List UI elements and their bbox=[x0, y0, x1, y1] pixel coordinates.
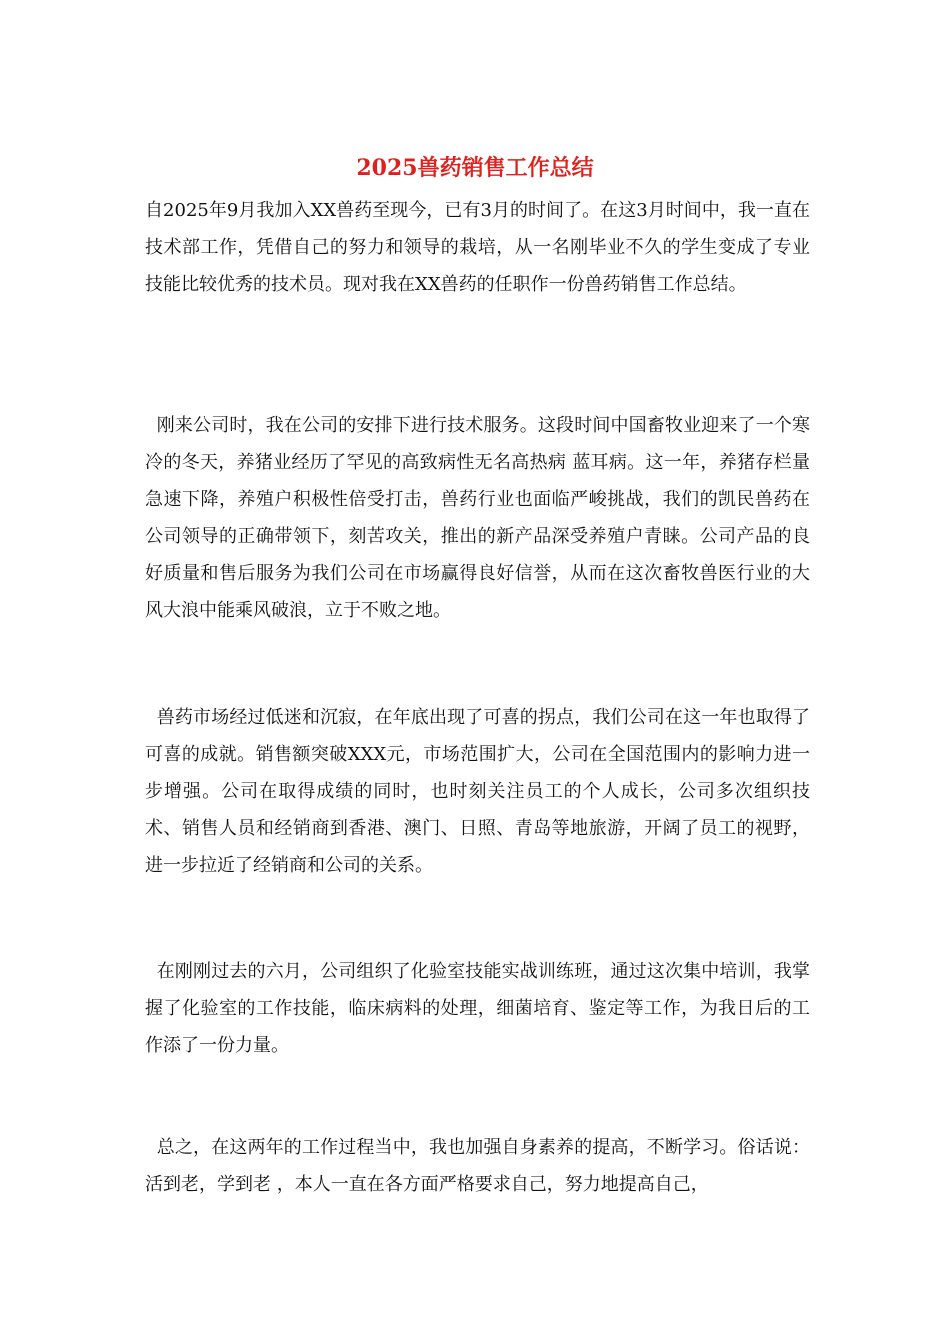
paragraph-market-achievements: 兽药市场经过低迷和沉寂，在年底出现了可喜的拐点，我们公司在这一年也取得了可喜的成就。销售额突破XXX元，市场范围扩大，公司在全国范围内的影响力进一步增强。公司在取得成绩的同时，也时刻关注员工的个人成长，公司多次组织技术、销售人员和经销商到香港、澳门、日照、青岛等地旅游，开阔了员工的视野，进一步拉近了经销商和公司的关系。 bbox=[145, 707, 810, 876]
paragraph-lab-training: 在刚刚过去的六月，公司组织了化验室技能实战训练班，通过这次集中培训，我掌握了化验室的工作技能，临床病料的处理，细菌培育、鉴定等工作，为我日后的工作添了一份力量。 bbox=[145, 961, 810, 1056]
document-title: 2025兽药销售工作总结 bbox=[356, 155, 594, 181]
paragraph-intro: 自2025年9月我加入XX兽药至现今，已有3月的时间了。在这3月时间中，我一直在技术部工作，凭借自己的努力和领导的栽培，从一名刚毕业不久的学生变成了专业技能比较优秀的技术员。现对我在XX兽药的任职作一份兽药销售工作总结。 bbox=[145, 200, 810, 295]
paragraph-company-service: 刚来公司时，我在公司的安排下进行技术服务。这段时间中国畜牧业迎来了一个寒冷的冬天，养猪业经历了罕见的高致病性无名高热病 蓝耳病。这一年，养猪存栏量急速下降，养殖户积极性倍受打击，兽药行业也面临严峻挑战，我们的凯民兽药在公司领导的正确带领下，刻苦攻关，推出的新产品深受养殖户青睐。公司产品的良好质量和售后服务为我们公司在市场赢得良好信誉，从而在这次畜牧兽医行业的大风大浪中能乘风破浪，立于不败之地。 bbox=[145, 415, 810, 621]
paragraph-summary: 总之，在这两年的工作过程当中，我也加强自身素养的提高，不断学习。俗话说： 活到老，学到老 ，本人一直在各方面严格要求自己，努力地提高自己， bbox=[145, 1137, 816, 1195]
